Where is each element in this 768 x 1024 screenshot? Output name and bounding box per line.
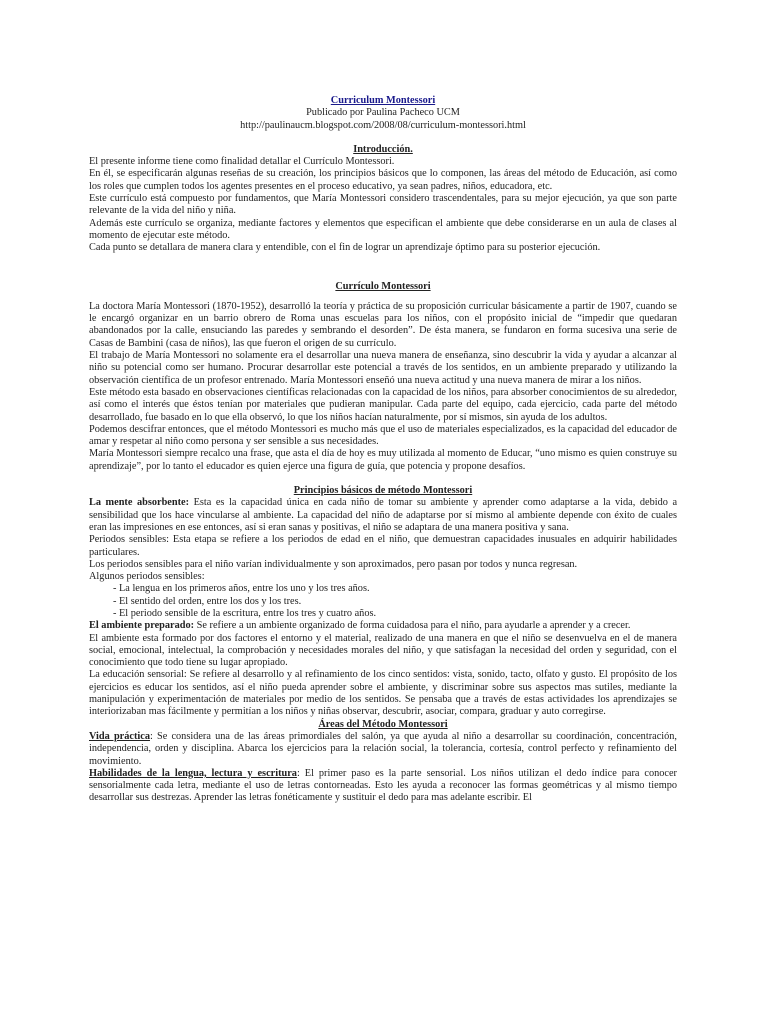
sensitive-periods-list bbox=[89, 583, 677, 620]
list-item: - El periodo sensible de la escritura, entre los tres y cuatro años. bbox=[113, 608, 677, 620]
paragraph: El presente informe tiene como finalidad detallar el Currículo Montessori. bbox=[89, 156, 395, 168]
section-title-introduccion: Introducción. bbox=[353, 143, 413, 155]
paragraph: María Montessori siempre recalco una frase, que asta el día de hoy es muy utilizada al momento de Educar, “uno mismo es quien construye su aprendizaje”, por lo tanto el educador es quien ejerce una figura de guía, que potencia y propone desafíos. bbox=[89, 448, 677, 472]
paragraph: Periodos sensibles: Esta etapa se refiere a los periodos de edad en el niño, que demuestran capacidades inusuales en adquirir habilidades particulares. bbox=[89, 534, 677, 558]
paragraph: El trabajo de María Montessori no solamente era el desarrollar una nueva manera de enseñanza, sino descubrir la vida y ayudar a alcanzar al niño su potencial como ser humano. Procurar desarrollar este potencial a través de los sentidos, en un ambiente preparado y utilizando la observación científica de un profesor entrenado. María Montessori enseñó una nueva actitud y una nueva manera de mirar a los niños. bbox=[89, 350, 677, 386]
document-page bbox=[89, 95, 677, 805]
paragraph-mente-absorbente: La mente absorbente: Esta es la capacidad única en cada niño de tomar su ambiente y aprender como adaptarse a la vida, debido a sensibilidad que los hace vincularse al ambiente. La capacidad del niño de adaptarse por sí mismo al ambiente depende con éxito de cuales eran las impresiones en ese entonces, así si eran sanas y positivas, el niño se adaptara de una manera positiva y sana. bbox=[89, 497, 678, 533]
document-title-link[interactable]: Curriculum Montessori bbox=[330, 95, 436, 106]
paragraph-ambiente-preparado: El ambiente preparado: Se refiere a un ambiente organizado de forma cuidadosa para el niño, para ayudarle a aprender y a crecer. bbox=[89, 620, 631, 632]
section-principios bbox=[89, 497, 677, 718]
paragraph: En él, se especificarán algunas reseñas de su creación, los principios básicos que lo componen, las áreas del método de Educación, así como los roles que cumplen todos los agentes presentes en el proceso educativo, ya sean padres, niños, educadora, etc. bbox=[89, 168, 677, 192]
paragraph-vida-practica: Vida práctica: Se considera una de las áreas primordiales del salón, ya que ayuda al niño a desarrollar su coordinación, concentración, independencia, orden y disciplina. Abarca los ejercicios para la relación social, la tolerancia, cortesía, control perfecto y refinamiento del movimiento. bbox=[89, 730, 677, 767]
list-item: - El sentido del orden, entre los dos y los tres. bbox=[113, 596, 677, 608]
paragraph: El ambiente esta formado por dos factores el entorno y el material, realizado de una manera en que el niño se desenvuelva en el de manera social, emocional, intelectual, la comprobación y necesidades morales del niño, y que satisfagan la necesidad del orden y seguridad, con el conocimiento que todo tiene su lugar apropiado. bbox=[89, 632, 677, 669]
term-habilidades-lengua: Habilidades de la lengua, lectura y escritura bbox=[89, 767, 297, 779]
section-title-curriculo: Currículo Montessori bbox=[335, 280, 431, 292]
paragraph: Cada punto se detallara de manera clara y entendible, con el fin de lograr un aprendizaje óptimo para su posterior ejecución. bbox=[89, 242, 601, 254]
section-title-areas: Áreas del Método Montessori bbox=[318, 718, 448, 730]
term-vida-practica: Vida práctica bbox=[89, 730, 150, 742]
list-item: - La lengua en los primeros años, entre los uno y los tres años. bbox=[113, 583, 677, 595]
document-header bbox=[89, 95, 677, 132]
term-ambiente-preparado: El ambiente preparado: bbox=[89, 620, 195, 632]
paragraph-habilidades: Habilidades de la lengua, lectura y escritura: El primer paso es la parte sensorial. Los niños utilizan el dedo índice para conocer sensorialmente cada letra, mediante el uso de letras contorneadas. Esto les ayuda a reconocer las formas geométricas y al mismo tiempo desarrollar sus destrezas. Aprender las letras fonéticamente y sustituir el dedo para mas adelante escribir. El bbox=[89, 767, 677, 804]
source-url: http://paulinaucm.blogspot.com/2008/08/curriculum-montessori.html bbox=[240, 119, 526, 131]
paragraph: Este método esta basado en observaciones científicas relacionadas con la capacidad de los niños, para absorber conocimientos de su alrededor, así como el interés que éstos tenían por materiales que pudieran manipular. Cada parte del equipo, cada ejercicio, cada parte del método desarrollado, fue basado en lo que ella observó, lo que los niños hacían naturalmente, por sí mismos, sin ayuda de los adultos. bbox=[89, 386, 677, 423]
paragraph: Además este currículo se organiza, mediante factores y elementos que especifican el ambiente que debe considerarse en un aula de clases al momento de ejecutar este método. bbox=[89, 217, 677, 241]
section-title-principios: Principios básicos de método Montessori bbox=[293, 485, 473, 497]
term-mente-absorbente: La mente absorbente: bbox=[89, 497, 190, 509]
paragraph: La educación sensorial: Se refiere al desarrollo y al refinamiento de los cinco sentidos: vista, sonido, tacto, olfato y gusto. El propósito de los ejercicios es educar los sentidos, así el niño pueda aprender sobre el ambiente, y discriminar sobre sus aspectos mas sutiles, mediante la manipulación y experimentación de materiales por medio de los sentidos. Se pensaba que a través de estas actividades los aprendizajes se interiorizaban mas fácilmente y permitían a los niños y niñas observar, descubrir, asociar, compara, graduar y auto corregirse. bbox=[89, 669, 677, 718]
paragraph: Algunos periodos sensibles: bbox=[89, 571, 205, 583]
section-curriculo bbox=[89, 301, 677, 473]
section-introduccion bbox=[89, 156, 677, 254]
byline: Publicado por Paulina Pacheco UCM bbox=[306, 107, 460, 119]
paragraph: La doctora María Montessori (1870-1952), desarrolló la teoría y práctica de su proposición curricular básicamente a partir de 1907, cuando se le encargó organizar en un barrio obrero de Roma unas escuelas para los niños, con el propósito inicial de “impedir que quedaran abandonados por la calle, ensuciando las paredes y sembrando el desorden”. De ésta manera, se fundaron en forma sucesiva una serie de Casas de Bambini (casa de niños), las que fueron el origen de su currículo. bbox=[89, 300, 677, 349]
section-areas bbox=[89, 731, 677, 805]
paragraph: Este currículo está compuesto por fundamentos, que María Montessori considero trascendentales, para su mejor ejecución, ya que son parte relevante de la vida del niño y niña. bbox=[89, 193, 677, 217]
paragraph: Podemos descifrar entonces, que el método Montessori es mucho más que el uso de materiales especializados, es la capacidad del educador de amar y respetar al niño como persona y ser sensible a sus necesidades. bbox=[89, 423, 677, 448]
paragraph: Los periodos sensibles para el niño varían individualmente y son aproximados, pero pasan por todos y nunca regresan. bbox=[89, 558, 578, 570]
